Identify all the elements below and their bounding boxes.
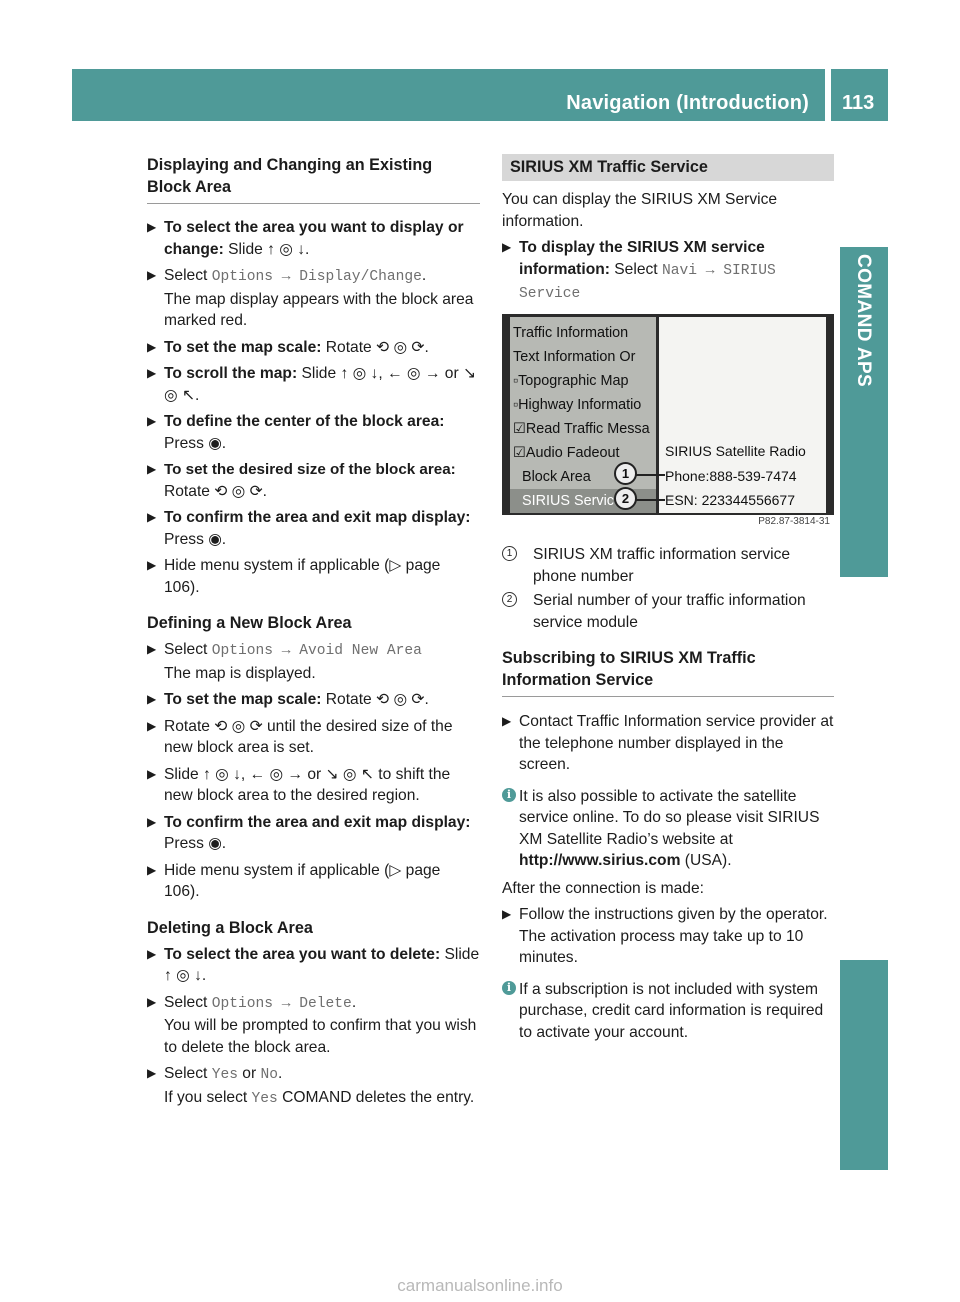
section-heading: Displaying and Changing an Existing Block Area	[147, 154, 480, 204]
menu-item-selected: SIRIUS Servic	[510, 489, 656, 513]
step-text: Hide menu system if applicable (▷ page 106).	[164, 861, 441, 900]
step-arrow-icon: ▶	[147, 692, 157, 706]
right-column-bottom	[502, 544, 834, 1043]
comand-screen-figure	[502, 314, 834, 515]
step-text: Slide ↑ ◎ ↓, ← ◎ → or ↘ ◎ ↖ to shift the new block area to the desired region.	[164, 765, 451, 804]
step-arrow-icon: ▶	[147, 510, 157, 524]
legend-text: Serial number of your traffic information service module	[533, 592, 806, 631]
step-arrow-icon: ▶	[147, 766, 157, 781]
menu-item: ▫Topographic Map	[513, 373, 629, 389]
info-note	[502, 786, 834, 872]
menu-path: Options → Avoid New Area	[211, 643, 422, 659]
step-result: You will be prompted to confirm that you wish to delete the block area.	[164, 1017, 477, 1056]
menu-item: ▫Highway Informatio	[513, 397, 642, 413]
left-column	[147, 154, 480, 1110]
step-arrow-icon: ▶	[147, 862, 157, 877]
step	[147, 459, 480, 502]
step-text: .	[278, 1065, 283, 1082]
step-text: Rotate ⟲ ◎ ⟳.	[321, 338, 429, 356]
step-bold: To scroll the map:	[164, 365, 298, 382]
step	[147, 944, 480, 987]
step-arrow-icon: ▶	[147, 1066, 157, 1080]
chapter-title: Navigation (Introduction)	[566, 92, 809, 114]
menu-item: Text Information Or	[513, 349, 636, 365]
section-heading: Subscribing to SIRIUS XM Traffic Information Service	[502, 647, 834, 697]
step-arrow-icon: ▶	[502, 714, 512, 728]
info-text: If a subscription is not included with system purchase, credit card information is required to activate your account.	[519, 980, 824, 1041]
paragraph: After the connection is made:	[502, 879, 704, 897]
pane-phone: Phone:888-539-7474	[665, 468, 797, 484]
step-text: Rotate ⟲ ◎ ⟳.	[164, 482, 268, 500]
step-text: Contact Traffic Information service provider at the telephone number displayed in the screen.	[519, 713, 834, 773]
callout-number: 1	[614, 462, 637, 485]
step-text: .	[351, 993, 357, 1011]
pane-title: SIRIUS Satellite Radio	[665, 443, 806, 459]
step-result: If you select	[164, 1088, 252, 1106]
step-bold: To select the area you want to delete:	[164, 945, 441, 963]
step-text: or	[237, 1065, 261, 1082]
legend-number: 1	[502, 546, 517, 561]
info-note	[502, 979, 834, 1044]
step-text: Select	[164, 993, 212, 1011]
info-icon: i	[502, 981, 516, 995]
legend-item	[502, 590, 834, 633]
figure-code: P82.87-3814-31	[758, 516, 830, 527]
step-text: Select	[164, 641, 212, 658]
option-yes: Yes	[251, 1090, 278, 1107]
step-bold: To select the area you want to display or change:	[164, 219, 464, 258]
step	[147, 639, 480, 684]
page-number-box	[831, 69, 888, 121]
right-column-top	[502, 154, 834, 306]
step	[147, 764, 480, 807]
watermark: carmanualsonline.info	[397, 1276, 563, 1295]
option-yes: Yes	[211, 1067, 238, 1083]
step-bold: To confirm the area and exit map display:	[164, 509, 471, 526]
step-text: Hide menu system if applicable (▷ page 106).	[164, 557, 441, 596]
step-arrow-icon: ▶	[147, 268, 157, 282]
step-text: Press ◉.	[164, 530, 227, 548]
menu-path: Navi → SIRIUS Service	[519, 262, 776, 302]
subsection-heading: Deleting a Block Area	[147, 918, 313, 937]
step-arrow-icon: ▶	[147, 814, 157, 829]
step-text: Select	[164, 267, 212, 284]
subsection-heading: Defining a New Block Area	[147, 614, 352, 632]
header-bar	[72, 69, 825, 121]
step-text: Select	[609, 260, 662, 278]
pane-esn: ESN: 223344556677	[665, 492, 795, 508]
step	[147, 411, 480, 454]
step-bold: To set the desired size of the block area:	[164, 461, 456, 478]
screen-menu	[510, 317, 656, 513]
step-arrow-icon: ▶	[147, 642, 157, 656]
menu-item: ☑Read Traffic Messa	[513, 421, 650, 437]
step	[147, 1063, 480, 1110]
legend-text: SIRIUS XM traffic information service phone number	[533, 546, 791, 585]
step-arrow-icon: ▶	[147, 462, 157, 476]
step-text: .	[421, 267, 427, 284]
step-arrow-icon: ▶	[147, 366, 157, 380]
step-text: Follow the instructions given by the operator.	[519, 906, 828, 923]
step-result: COMAND deletes the entry.	[277, 1088, 475, 1106]
step-text: Slide ↑ ◎ ↓, ← ◎ → or ↘ ◎ ↖.	[164, 365, 477, 404]
step-text: Rotate ⟲ ◎ ⟳ until the desired size of the new block area is set.	[164, 717, 453, 756]
step-arrow-icon: ▶	[502, 240, 512, 254]
step	[502, 237, 834, 306]
step	[502, 711, 834, 776]
step-bold: To define the center of the block area:	[164, 413, 445, 430]
step-arrow-icon: ▶	[147, 994, 157, 1009]
step	[147, 363, 480, 406]
step-text: Slide ↑ ◎ ↓.	[164, 945, 480, 984]
step	[147, 689, 480, 711]
step	[147, 265, 480, 332]
step-bold: To confirm the area and exit map display:	[164, 813, 471, 831]
step-arrow-icon: ▶	[147, 718, 157, 733]
menu-item: Block Area	[522, 469, 591, 485]
step-arrow-icon: ▶	[502, 907, 512, 921]
step-result: The map display appears with the block area marked red.	[164, 290, 474, 329]
side-tab-label: COMAND APS	[853, 254, 874, 388]
step-arrow-icon: ▶	[147, 220, 157, 234]
step	[147, 860, 480, 903]
menu-path: Options → Delete	[211, 995, 352, 1012]
step-arrow-icon: ▶	[147, 414, 157, 428]
step-result: The map is displayed.	[164, 664, 316, 682]
screen-info-pane	[659, 317, 826, 513]
step	[147, 555, 480, 598]
step	[502, 904, 834, 969]
step	[147, 337, 480, 359]
legend-number: 2	[502, 592, 517, 607]
step-arrow-icon: ▶	[147, 339, 157, 354]
step-bold: To set the map scale:	[164, 691, 322, 708]
menu-item: ☑Audio Fadeout	[513, 445, 620, 461]
step-text: Rotate ⟲ ◎ ⟳.	[321, 691, 429, 708]
step-result: The activation process may take up to 10 minutes.	[519, 927, 804, 966]
legend-item	[502, 544, 834, 587]
intro-text: You can display the SIRIUS XM Service information.	[502, 191, 778, 230]
callout-number: 2	[614, 487, 637, 510]
menu-path: Options → Display/Change	[211, 269, 422, 285]
step-text: Slide ↑ ◎ ↓.	[223, 240, 310, 258]
step-text: Press ◉.	[164, 835, 227, 852]
menu-item: Traffic Information	[513, 325, 629, 341]
step-text: Select	[164, 1065, 212, 1082]
step-bold: To display the SIRIUS XM service information:	[519, 239, 765, 278]
page-number: 113	[842, 92, 875, 114]
info-icon: i	[502, 788, 516, 802]
step	[147, 217, 480, 260]
section-title: SIRIUS XM Traffic Service	[502, 154, 834, 181]
info-text: (USA).	[680, 852, 732, 869]
side-block	[840, 960, 888, 1170]
option-no: No	[260, 1067, 279, 1083]
website-link[interactable]: http://www.sirius.com	[519, 852, 681, 869]
step	[147, 716, 480, 759]
step-bold: To set the map scale:	[164, 338, 322, 356]
step-arrow-icon: ▶	[147, 946, 157, 961]
info-text: It is also possible to activate the satellite service online. To do so please visit SIRIUS XM Satellite Radio’s website at	[519, 787, 820, 848]
step	[147, 507, 480, 550]
step-text: Press ◉.	[164, 434, 227, 452]
step	[147, 812, 480, 855]
step	[147, 992, 480, 1059]
step-arrow-icon: ▶	[147, 558, 157, 572]
